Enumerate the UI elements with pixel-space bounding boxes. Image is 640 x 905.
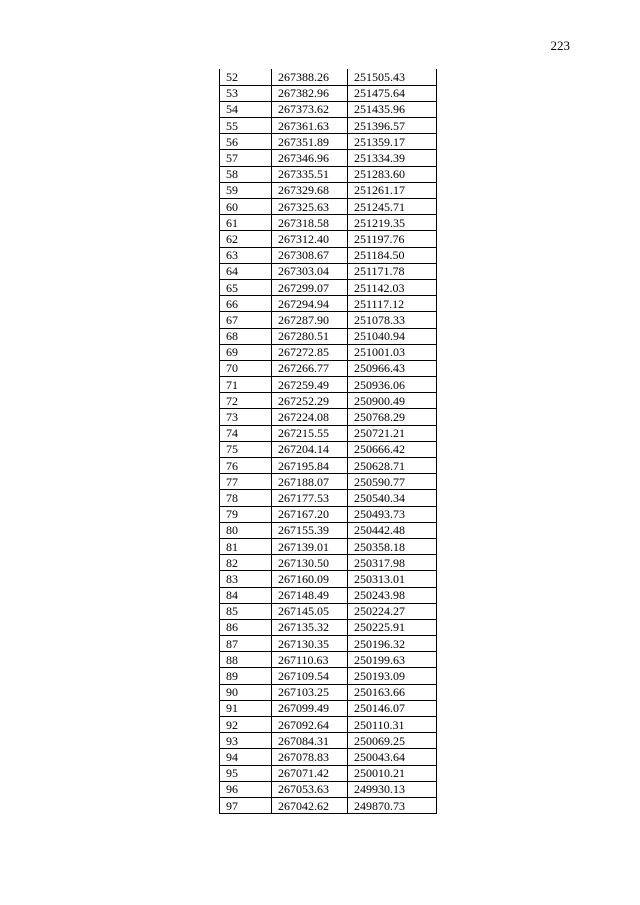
x-coordinate-cell: 267110.63 [272, 652, 348, 668]
y-coordinate-cell: 251334.39 [348, 150, 437, 166]
y-coordinate-cell: 250628.71 [348, 458, 437, 474]
y-coordinate-cell: 251475.64 [348, 85, 437, 101]
table-row [220, 555, 437, 571]
point-number-cell: 74 [220, 425, 272, 441]
table-row [220, 797, 437, 813]
table-row [220, 749, 437, 765]
point-number-cell: 80 [220, 522, 272, 538]
x-coordinate-cell: 267130.35 [272, 636, 348, 652]
point-number-cell: 87 [220, 636, 272, 652]
point-number-cell: 66 [220, 296, 272, 312]
x-coordinate-cell: 267099.49 [272, 700, 348, 716]
table-row [220, 166, 437, 182]
y-coordinate-cell: 251197.76 [348, 231, 437, 247]
x-coordinate-cell: 267155.39 [272, 522, 348, 538]
x-coordinate-cell: 267299.07 [272, 279, 348, 295]
table-row [220, 247, 437, 263]
y-coordinate-cell: 250196.32 [348, 636, 437, 652]
x-coordinate-cell: 267294.94 [272, 296, 348, 312]
point-number-cell: 73 [220, 409, 272, 425]
table-row [220, 458, 437, 474]
y-coordinate-cell: 251435.96 [348, 101, 437, 117]
point-number-cell: 93 [220, 733, 272, 749]
y-coordinate-cell: 251142.03 [348, 279, 437, 295]
table-row [220, 522, 437, 538]
point-number-cell: 88 [220, 652, 272, 668]
point-number-cell: 96 [220, 781, 272, 797]
x-coordinate-cell: 267109.54 [272, 668, 348, 684]
table-row [220, 231, 437, 247]
y-coordinate-cell: 251078.33 [348, 312, 437, 328]
x-coordinate-cell: 267346.96 [272, 150, 348, 166]
x-coordinate-cell: 267373.62 [272, 101, 348, 117]
y-coordinate-cell: 250317.98 [348, 555, 437, 571]
point-number-cell: 79 [220, 506, 272, 522]
point-number-cell: 56 [220, 134, 272, 150]
y-coordinate-cell: 250110.31 [348, 717, 437, 733]
point-number-cell: 70 [220, 360, 272, 376]
y-coordinate-cell: 249870.73 [348, 797, 437, 813]
point-number-cell: 72 [220, 393, 272, 409]
table-row [220, 425, 437, 441]
y-coordinate-cell: 251505.43 [348, 69, 437, 85]
point-number-cell: 82 [220, 555, 272, 571]
table-row [220, 684, 437, 700]
point-number-cell: 86 [220, 619, 272, 635]
table-row [220, 118, 437, 134]
table-row [220, 781, 437, 797]
x-coordinate-cell: 267266.77 [272, 360, 348, 376]
table-row [220, 101, 437, 117]
point-number-cell: 84 [220, 587, 272, 603]
table-row [220, 717, 437, 733]
y-coordinate-cell: 250936.06 [348, 377, 437, 393]
x-coordinate-cell: 267204.14 [272, 441, 348, 457]
x-coordinate-cell: 267308.67 [272, 247, 348, 263]
y-coordinate-cell: 250358.18 [348, 538, 437, 554]
y-coordinate-cell: 251396.57 [348, 118, 437, 134]
point-number-cell: 59 [220, 182, 272, 198]
x-coordinate-cell: 267078.83 [272, 749, 348, 765]
x-coordinate-cell: 267188.07 [272, 474, 348, 490]
x-coordinate-cell: 267195.84 [272, 458, 348, 474]
point-number-cell: 71 [220, 377, 272, 393]
point-number-cell: 90 [220, 684, 272, 700]
y-coordinate-cell: 250224.27 [348, 603, 437, 619]
x-coordinate-cell: 267318.58 [272, 215, 348, 231]
table-row [220, 69, 437, 85]
y-coordinate-cell: 250768.29 [348, 409, 437, 425]
point-number-cell: 85 [220, 603, 272, 619]
point-number-cell: 54 [220, 101, 272, 117]
y-coordinate-cell: 251219.35 [348, 215, 437, 231]
table-row [220, 733, 437, 749]
point-number-cell: 77 [220, 474, 272, 490]
table-row [220, 360, 437, 376]
table-row [220, 215, 437, 231]
x-coordinate-cell: 267259.49 [272, 377, 348, 393]
x-coordinate-cell: 267287.90 [272, 312, 348, 328]
table-row [220, 571, 437, 587]
table-row [220, 652, 437, 668]
table-row [220, 506, 437, 522]
point-number-cell: 63 [220, 247, 272, 263]
y-coordinate-cell: 251040.94 [348, 328, 437, 344]
point-number-cell: 52 [220, 69, 272, 85]
point-number-cell: 68 [220, 328, 272, 344]
table-row [220, 377, 437, 393]
y-coordinate-cell: 250243.98 [348, 587, 437, 603]
point-number-cell: 76 [220, 458, 272, 474]
y-coordinate-cell: 251283.60 [348, 166, 437, 182]
point-number-cell: 89 [220, 668, 272, 684]
y-coordinate-cell: 250493.73 [348, 506, 437, 522]
point-number-cell: 53 [220, 85, 272, 101]
table-row [220, 700, 437, 716]
table-row [220, 199, 437, 215]
x-coordinate-cell: 267177.53 [272, 490, 348, 506]
y-coordinate-cell: 251245.71 [348, 199, 437, 215]
y-coordinate-cell: 250193.09 [348, 668, 437, 684]
x-coordinate-cell: 267092.64 [272, 717, 348, 733]
table-row [220, 668, 437, 684]
table-row [220, 603, 437, 619]
x-coordinate-cell: 267071.42 [272, 765, 348, 781]
y-coordinate-cell: 250590.77 [348, 474, 437, 490]
table-row [220, 85, 437, 101]
table-row [220, 490, 437, 506]
table-row [220, 441, 437, 457]
x-coordinate-cell: 267042.62 [272, 797, 348, 813]
point-number-cell: 78 [220, 490, 272, 506]
y-coordinate-cell: 250069.25 [348, 733, 437, 749]
table-row [220, 182, 437, 198]
y-coordinate-cell: 251117.12 [348, 296, 437, 312]
point-number-cell: 91 [220, 700, 272, 716]
coordinates-table-body [220, 69, 437, 814]
x-coordinate-cell: 267215.55 [272, 425, 348, 441]
x-coordinate-cell: 267139.01 [272, 538, 348, 554]
y-coordinate-cell: 250966.43 [348, 360, 437, 376]
y-coordinate-cell: 250721.21 [348, 425, 437, 441]
x-coordinate-cell: 267272.85 [272, 344, 348, 360]
x-coordinate-cell: 267325.63 [272, 199, 348, 215]
y-coordinate-cell: 250540.34 [348, 490, 437, 506]
y-coordinate-cell: 250010.21 [348, 765, 437, 781]
x-coordinate-cell: 267382.96 [272, 85, 348, 101]
point-number-cell: 97 [220, 797, 272, 813]
point-number-cell: 92 [220, 717, 272, 733]
point-number-cell: 81 [220, 538, 272, 554]
point-number-cell: 60 [220, 199, 272, 215]
x-coordinate-cell: 267335.51 [272, 166, 348, 182]
x-coordinate-cell: 267160.09 [272, 571, 348, 587]
y-coordinate-cell: 250043.64 [348, 749, 437, 765]
table-row [220, 538, 437, 554]
y-coordinate-cell: 250313.01 [348, 571, 437, 587]
table-row [220, 765, 437, 781]
x-coordinate-cell: 267103.25 [272, 684, 348, 700]
x-coordinate-cell: 267053.63 [272, 781, 348, 797]
x-coordinate-cell: 267388.26 [272, 69, 348, 85]
table-row [220, 296, 437, 312]
y-coordinate-cell: 250199.63 [348, 652, 437, 668]
x-coordinate-cell: 267135.32 [272, 619, 348, 635]
y-coordinate-cell: 251184.50 [348, 247, 437, 263]
table-row [220, 344, 437, 360]
point-number-cell: 83 [220, 571, 272, 587]
table-row [220, 279, 437, 295]
point-number-cell: 57 [220, 150, 272, 166]
y-coordinate-cell: 251171.78 [348, 263, 437, 279]
table-row [220, 134, 437, 150]
y-coordinate-cell: 250666.42 [348, 441, 437, 457]
table-row [220, 409, 437, 425]
point-number-cell: 64 [220, 263, 272, 279]
table-row [220, 587, 437, 603]
x-coordinate-cell: 267329.68 [272, 182, 348, 198]
point-number-cell: 65 [220, 279, 272, 295]
point-number-cell: 69 [220, 344, 272, 360]
y-coordinate-cell: 250146.07 [348, 700, 437, 716]
x-coordinate-cell: 267361.63 [272, 118, 348, 134]
y-coordinate-cell: 249930.13 [348, 781, 437, 797]
table-row [220, 150, 437, 166]
table-row [220, 636, 437, 652]
point-number-cell: 58 [220, 166, 272, 182]
coordinates-table [219, 69, 437, 814]
x-coordinate-cell: 267130.50 [272, 555, 348, 571]
x-coordinate-cell: 267280.51 [272, 328, 348, 344]
page-number: 223 [550, 38, 570, 53]
point-number-cell: 61 [220, 215, 272, 231]
point-number-cell: 62 [220, 231, 272, 247]
y-coordinate-cell: 251359.17 [348, 134, 437, 150]
point-number-cell: 55 [220, 118, 272, 134]
x-coordinate-cell: 267224.08 [272, 409, 348, 425]
table-row [220, 619, 437, 635]
point-number-cell: 94 [220, 749, 272, 765]
table-row [220, 474, 437, 490]
x-coordinate-cell: 267084.31 [272, 733, 348, 749]
x-coordinate-cell: 267303.04 [272, 263, 348, 279]
y-coordinate-cell: 250442.48 [348, 522, 437, 538]
y-coordinate-cell: 251001.03 [348, 344, 437, 360]
x-coordinate-cell: 267148.49 [272, 587, 348, 603]
table-row [220, 393, 437, 409]
table-row [220, 328, 437, 344]
point-number-cell: 75 [220, 441, 272, 457]
y-coordinate-cell: 251261.17 [348, 182, 437, 198]
x-coordinate-cell: 267145.05 [272, 603, 348, 619]
y-coordinate-cell: 250225.91 [348, 619, 437, 635]
point-number-cell: 95 [220, 765, 272, 781]
x-coordinate-cell: 267351.89 [272, 134, 348, 150]
y-coordinate-cell: 250163.66 [348, 684, 437, 700]
x-coordinate-cell: 267167.20 [272, 506, 348, 522]
x-coordinate-cell: 267312.40 [272, 231, 348, 247]
point-number-cell: 67 [220, 312, 272, 328]
x-coordinate-cell: 267252.29 [272, 393, 348, 409]
y-coordinate-cell: 250900.49 [348, 393, 437, 409]
table-row [220, 263, 437, 279]
table-row [220, 312, 437, 328]
